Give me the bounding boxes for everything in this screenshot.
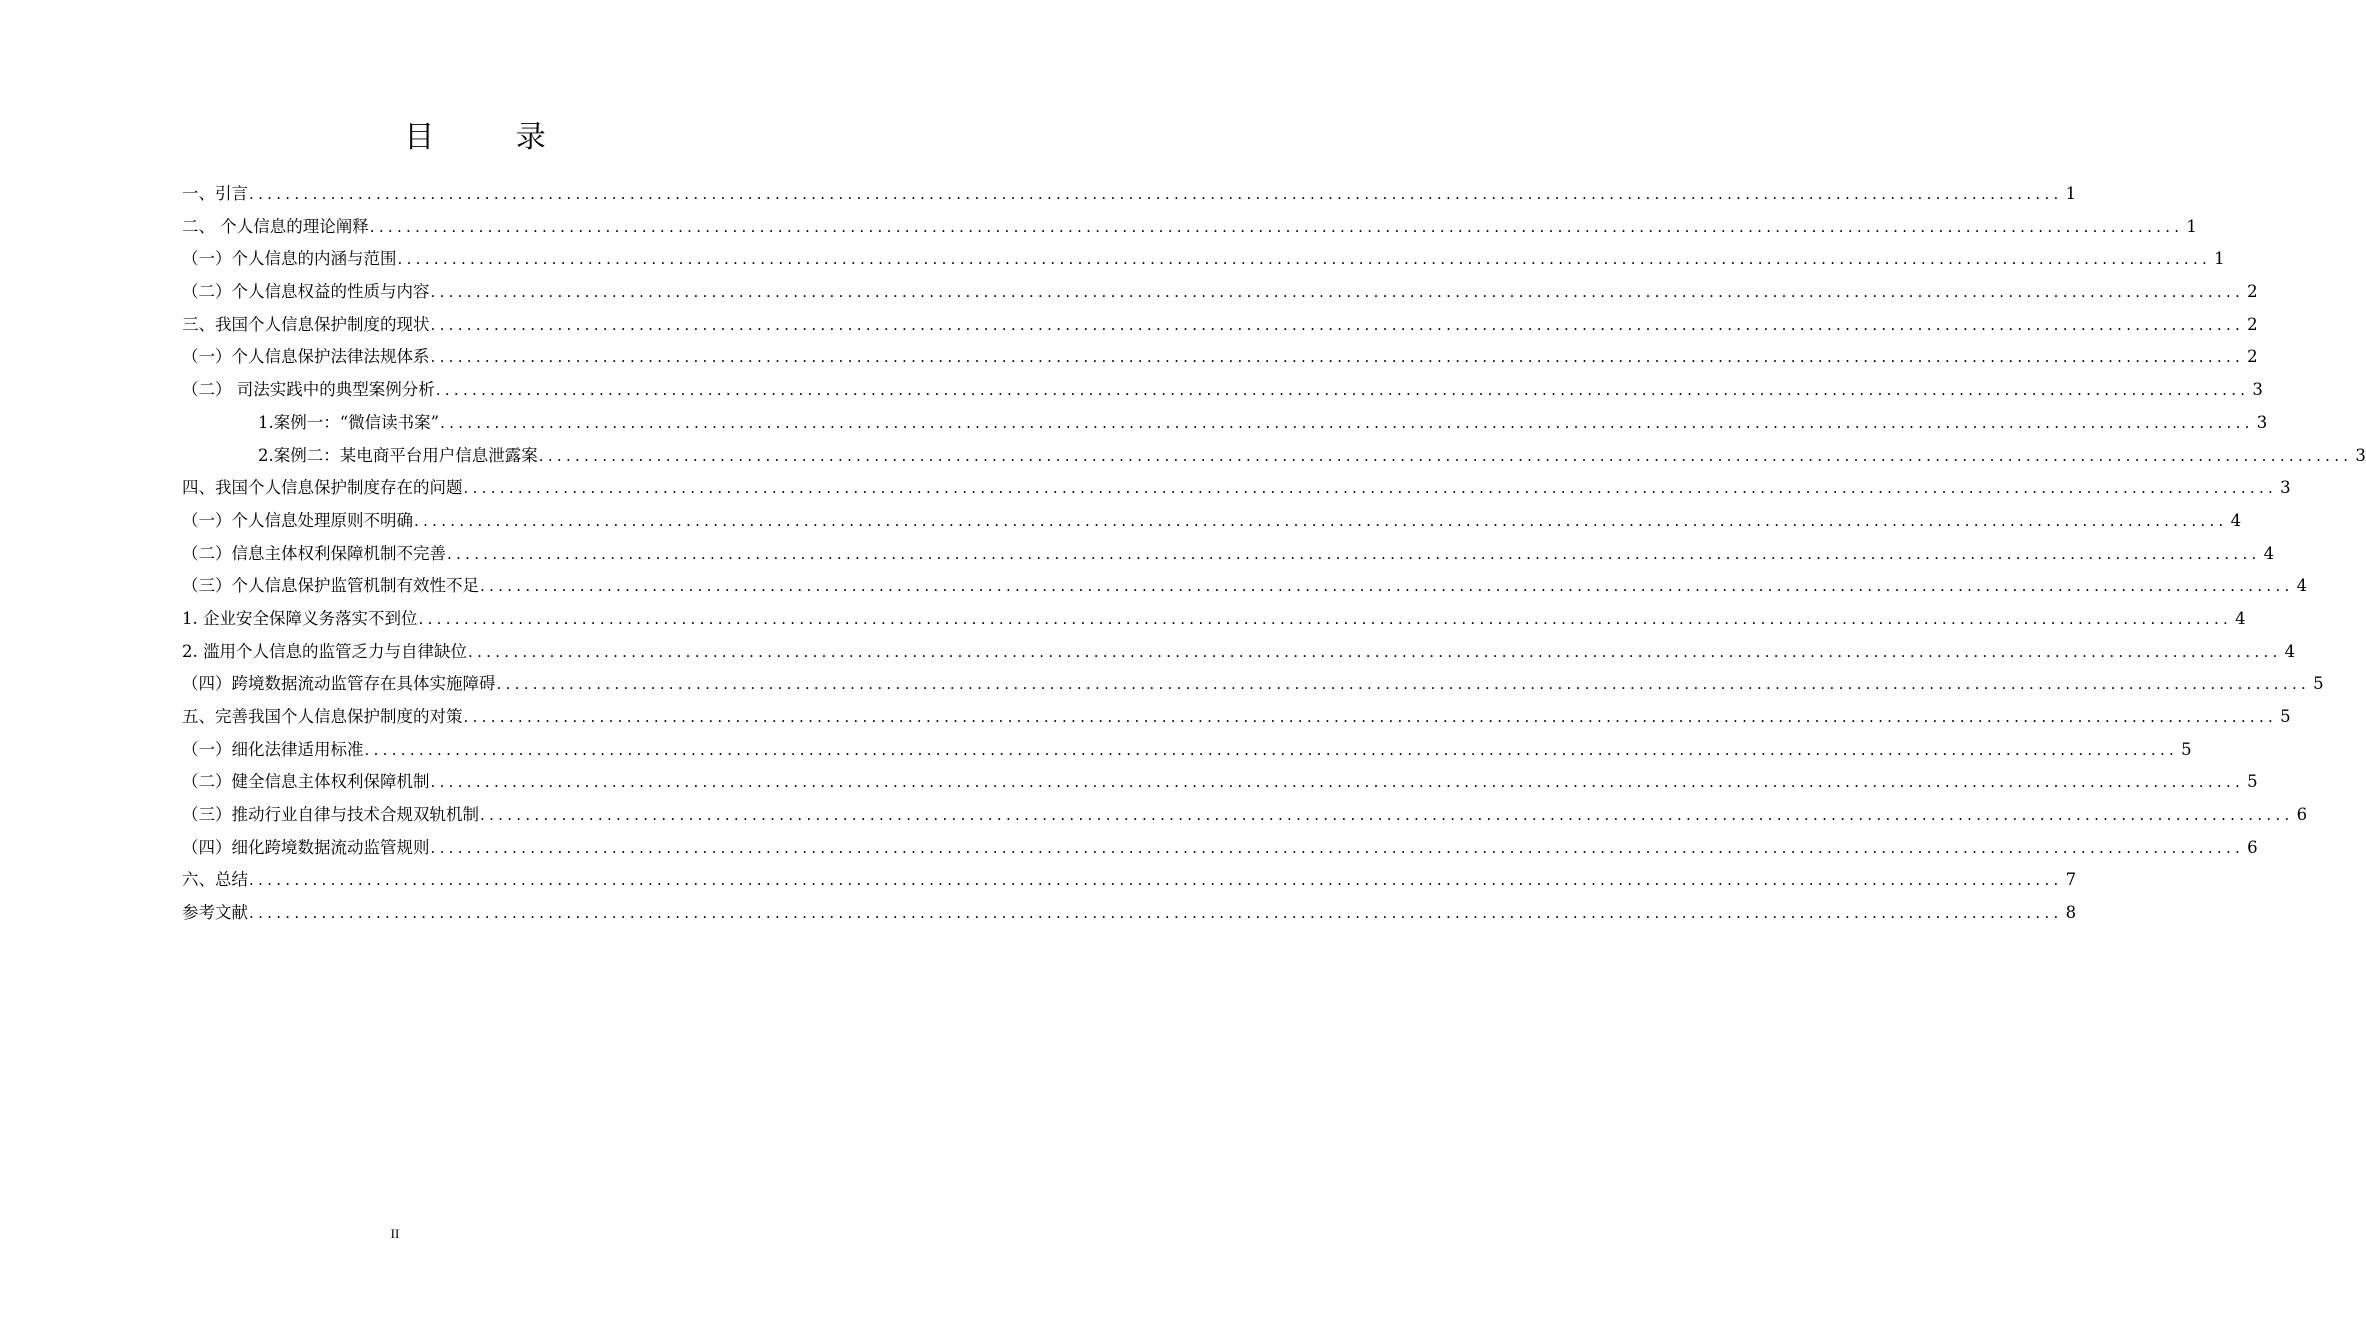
toc-entry-title: （二）健全信息主体权利保障机制 bbox=[182, 772, 430, 792]
toc-entry-title: （三）推动行业自律与技术合规双轨机制 bbox=[182, 805, 479, 825]
toc-entry[interactable] bbox=[182, 243, 2225, 276]
toc-entry-title: （一）个人信息保护法律法规体系 bbox=[182, 347, 430, 367]
toc-entry-page: 3 bbox=[2280, 478, 2291, 498]
toc-entry[interactable] bbox=[182, 734, 2192, 767]
toc-entry-title: （三）个人信息保护监管机制有效性不足 bbox=[182, 576, 479, 596]
toc-dot-leader: ........................................................................................................................................................................................................ bbox=[249, 185, 2063, 203]
toc-entry-title: （二）信息主体权利保障机制不完善 bbox=[182, 543, 446, 563]
toc-dot-leader: ........................................................................................................................................................................................................ bbox=[249, 904, 2063, 923]
toc-entry-title: 2.案例二：某电商平台用户信息泄露案 bbox=[258, 445, 538, 465]
toc-entry-title: 2. 滥用个人信息的监管乏力与自律缺位 bbox=[182, 641, 467, 661]
toc-entry-title: 一、引言 bbox=[182, 184, 248, 203]
toc-entry-page: 5 bbox=[2181, 739, 2192, 759]
toc-entry[interactable] bbox=[182, 570, 2308, 603]
toc-dot-leader: ........................................................................................................................................................................................................ bbox=[430, 348, 2245, 367]
toc-dot-leader: ........................................................................................................................................................................................................ bbox=[440, 413, 2254, 432]
toc-entry[interactable] bbox=[182, 668, 2324, 701]
toc-entry-title: 二、 个人信息的理论阐释 bbox=[182, 216, 369, 236]
toc-entry[interactable] bbox=[182, 603, 2246, 636]
toc-entry[interactable] bbox=[182, 864, 2077, 897]
toc-entry-title: 1. 企业安全保障义务落实不到位 bbox=[182, 608, 418, 628]
toc-entry-page: 2 bbox=[2247, 314, 2258, 334]
toc-entry[interactable] bbox=[182, 636, 2296, 669]
toc-entry[interactable] bbox=[182, 178, 2077, 211]
toc-entry-title: 三、我国个人信息保护制度的现状 bbox=[182, 314, 430, 334]
toc-entry[interactable] bbox=[182, 341, 2258, 374]
toc-entry-page: 4 bbox=[2296, 576, 2308, 596]
toc-entry-title: 五、完善我国个人信息保护制度的对策 bbox=[182, 707, 463, 726]
toc-entry-title: 四、我国个人信息保护制度存在的问题 bbox=[182, 478, 463, 498]
toc-entry-page: 6 bbox=[2296, 805, 2308, 825]
toc-entry-page: 8 bbox=[2065, 903, 2077, 923]
toc-entry-title: （二）个人信息权益的性质与内容 bbox=[182, 282, 430, 302]
toc-dot-leader: ........................................................................................................................................................................................................ bbox=[463, 479, 2278, 498]
toc-entry-page: 3 bbox=[2355, 445, 2366, 465]
toc-entry[interactable] bbox=[182, 276, 2258, 309]
toc-entry-page: 7 bbox=[2065, 870, 2077, 890]
toc-entry[interactable] bbox=[182, 897, 2077, 930]
toc-entry[interactable] bbox=[182, 766, 2258, 799]
toc-dot-leader: ........................................................................................................................................................................................................ bbox=[397, 250, 2212, 269]
toc-entry[interactable] bbox=[182, 538, 2275, 571]
toc-dot-leader: ........................................................................................................................................................................................................ bbox=[430, 315, 2245, 334]
toc-entry-title: （四）细化跨境数据流动监管规则 bbox=[182, 837, 430, 857]
toc-entry-title: 1.案例一：“微信读书案” bbox=[258, 412, 440, 432]
toc-entry-title: 六、总结 bbox=[182, 870, 248, 890]
toc-entry-page: 5 bbox=[2313, 674, 2324, 694]
toc-entry[interactable] bbox=[182, 799, 2308, 832]
toc-title: 目 录 bbox=[404, 120, 582, 155]
toc-entry-page: 4 bbox=[2235, 608, 2246, 628]
toc-entry[interactable] bbox=[182, 374, 2263, 407]
toc-entry[interactable] bbox=[182, 407, 2268, 440]
toc-dot-leader: ........................................................................................................................................................................................................ bbox=[447, 544, 2261, 563]
toc-entry[interactable] bbox=[182, 440, 2366, 473]
toc-entry-page: 5 bbox=[2247, 772, 2258, 792]
toc-dot-leader: ........................................................................................................................................................................................................ bbox=[496, 675, 2311, 694]
toc-entry[interactable] bbox=[182, 701, 2291, 734]
toc-entry-title: （一）个人信息处理原则不明确 bbox=[182, 510, 413, 530]
toc-entry-page: 4 bbox=[2284, 641, 2296, 661]
toc-entry[interactable] bbox=[182, 309, 2258, 342]
toc-dot-leader: ........................................................................................................................................................................................................ bbox=[418, 609, 2233, 628]
toc-dot-leader: ........................................................................................................................................................................................................ bbox=[468, 642, 2282, 661]
toc-entry-page: 1 bbox=[2214, 249, 2225, 269]
toc-entry-page: 1 bbox=[2065, 184, 2077, 203]
page-number: II bbox=[390, 1226, 400, 1241]
toc-entry-page: 6 bbox=[2247, 837, 2258, 857]
toc-dot-leader: ........................................................................................................................................................................................................ bbox=[430, 838, 2245, 857]
toc-dot-leader: ........................................................................................................................................................................................................ bbox=[364, 740, 2179, 759]
toc-entry-page: 3 bbox=[2256, 412, 2268, 432]
toc-dot-leader: ........................................................................................................................................................................................................ bbox=[435, 381, 2250, 400]
toc-dot-leader: ........................................................................................................................................................................................................ bbox=[430, 773, 2245, 792]
table-of-contents bbox=[182, 178, 2366, 930]
toc-dot-leader: ........................................................................................................................................................................................................ bbox=[414, 511, 2228, 530]
toc-dot-leader: ........................................................................................................................................................................................................ bbox=[538, 446, 2353, 465]
toc-entry-title: （二） 司法实践中的典型案例分析 bbox=[182, 380, 435, 400]
toc-entry-page: 4 bbox=[2263, 543, 2275, 563]
toc-entry[interactable] bbox=[182, 505, 2242, 538]
toc-entry[interactable] bbox=[182, 211, 2197, 244]
toc-entry-page: 3 bbox=[2252, 380, 2263, 400]
toc-entry-title: （一）细化法律适用标准 bbox=[182, 739, 364, 759]
toc-entry-title: （四）跨境数据流动监管存在具体实施障碍 bbox=[182, 674, 496, 694]
toc-dot-leader: ........................................................................................................................................................................................................ bbox=[369, 217, 2184, 236]
toc-entry-page: 1 bbox=[2186, 216, 2197, 236]
toc-dot-leader: ........................................................................................................................................................................................................ bbox=[480, 577, 2294, 596]
toc-entry-page: 2 bbox=[2247, 347, 2258, 367]
toc-entry-title: 参考文献 bbox=[182, 903, 248, 923]
toc-entry-page: 5 bbox=[2280, 707, 2291, 726]
toc-entry-title: （一）个人信息的内涵与范围 bbox=[182, 249, 397, 269]
toc-dot-leader: ........................................................................................................................................................................................................ bbox=[430, 283, 2245, 302]
toc-dot-leader: ........................................................................................................................................................................................................ bbox=[249, 871, 2063, 890]
toc-entry[interactable] bbox=[182, 472, 2291, 505]
toc-entry-page: 4 bbox=[2230, 510, 2242, 530]
toc-dot-leader: ........................................................................................................................................................................................................ bbox=[480, 806, 2294, 825]
toc-dot-leader: ........................................................................................................................................................................................................ bbox=[463, 708, 2278, 726]
toc-entry-page: 2 bbox=[2247, 282, 2258, 302]
toc-entry[interactable] bbox=[182, 832, 2258, 865]
